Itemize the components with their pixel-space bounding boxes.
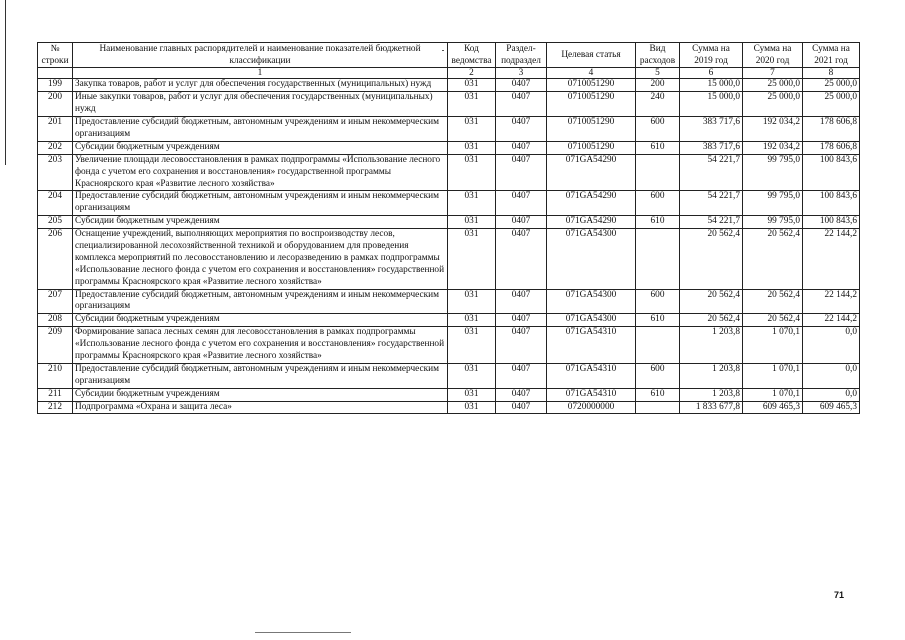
row-kind-code xyxy=(636,401,680,414)
row-section-code: 0407 xyxy=(496,154,547,191)
footer-rule xyxy=(255,632,351,633)
row-dept-code: 031 xyxy=(448,191,496,216)
row-name: Закупка товаров, работ и услуг для обеспечения государственных (муниципальных) нужд xyxy=(73,79,448,92)
row-sum-2020: 99 795,0 xyxy=(743,191,803,216)
row-sum-2020: 99 795,0 xyxy=(743,216,803,229)
row-target-code: 071GA54290 xyxy=(547,154,636,191)
row-sum-2019: 54 221,7 xyxy=(680,154,743,191)
row-sum-2021: 100 843,6 xyxy=(803,216,860,229)
row-sum-2020: 25 000,0 xyxy=(743,92,803,117)
row-sum-2021: 0,0 xyxy=(803,388,860,401)
table-row xyxy=(38,79,860,92)
row-sum-2019: 54 221,7 xyxy=(680,216,743,229)
row-sum-2021: 0,0 xyxy=(803,363,860,388)
table-row xyxy=(38,363,860,388)
row-section-code: 0407 xyxy=(496,388,547,401)
row-section-code: 0407 xyxy=(496,327,547,364)
row-dept-code: 031 xyxy=(448,327,496,364)
row-sum-2019: 20 562,4 xyxy=(680,314,743,327)
col-number: 1 xyxy=(73,68,448,79)
row-number: 207 xyxy=(38,289,73,314)
row-section-code: 0407 xyxy=(496,191,547,216)
row-name: Субсидии бюджетным учреждениям xyxy=(73,141,448,154)
row-sum-2020: 20 562,4 xyxy=(743,289,803,314)
row-sum-2021: 22 144,2 xyxy=(803,289,860,314)
row-sum-2020: 25 000,0 xyxy=(743,79,803,92)
row-target-code: 071GA54300 xyxy=(547,314,636,327)
row-kind-code: 600 xyxy=(636,289,680,314)
table-row xyxy=(38,289,860,314)
page-number: 71 xyxy=(834,590,845,600)
table-body xyxy=(38,79,860,414)
col-header-2019: Сумма на 2019 год xyxy=(680,43,743,68)
row-target-code: 0710051290 xyxy=(547,117,636,142)
row-section-code: 0407 xyxy=(496,401,547,414)
column-number-row xyxy=(38,68,860,79)
table-row xyxy=(38,154,860,191)
row-sum-2019: 15 000,0 xyxy=(680,92,743,117)
col-header-dept: Код ведомства xyxy=(448,43,496,68)
row-sum-2021: 178 606,8 xyxy=(803,141,860,154)
row-sum-2021: 0,0 xyxy=(803,327,860,364)
row-target-code: 071GA54300 xyxy=(547,229,636,289)
table-row xyxy=(38,191,860,216)
row-kind-code xyxy=(636,229,680,289)
table-row xyxy=(38,141,860,154)
row-number: 209 xyxy=(38,327,73,364)
row-sum-2019: 54 221,7 xyxy=(680,191,743,216)
row-sum-2019: 1 833 677,8 xyxy=(680,401,743,414)
table-row xyxy=(38,117,860,142)
row-number: 203 xyxy=(38,154,73,191)
row-number: 205 xyxy=(38,216,73,229)
col-header-target: Целевая статья xyxy=(547,43,636,68)
table-row xyxy=(38,216,860,229)
row-section-code: 0407 xyxy=(496,141,547,154)
row-sum-2019: 20 562,4 xyxy=(680,289,743,314)
row-sum-2020: 192 034,2 xyxy=(743,117,803,142)
row-sum-2021: 100 843,6 xyxy=(803,154,860,191)
row-sum-2020: 99 795,0 xyxy=(743,154,803,191)
col-header-2020: Сумма на 2020 год xyxy=(743,43,803,68)
row-kind-code: 610 xyxy=(636,216,680,229)
col-header-name: Наименование главных распорядителей и наименование показателей бюджетной классификации xyxy=(73,43,448,68)
row-target-code: 0720000000 xyxy=(547,401,636,414)
row-kind-code: 610 xyxy=(636,141,680,154)
row-target-code: 0710051290 xyxy=(547,79,636,92)
table-row xyxy=(38,314,860,327)
left-margin-rule xyxy=(5,0,6,165)
row-sum-2019: 15 000,0 xyxy=(680,79,743,92)
row-sum-2021: 25 000,0 xyxy=(803,79,860,92)
col-number: 5 xyxy=(636,68,680,79)
table-row xyxy=(38,327,860,364)
col-header-2021: Сумма на 2021 год xyxy=(803,43,860,68)
row-section-code: 0407 xyxy=(496,289,547,314)
row-dept-code: 031 xyxy=(448,79,496,92)
col-number: 8 xyxy=(803,68,860,79)
row-kind-code: 610 xyxy=(636,388,680,401)
row-dept-code: 031 xyxy=(448,154,496,191)
row-section-code: 0407 xyxy=(496,363,547,388)
row-sum-2020: 1 070,1 xyxy=(743,327,803,364)
row-number: 201 xyxy=(38,117,73,142)
row-section-code: 0407 xyxy=(496,79,547,92)
row-kind-code: 610 xyxy=(636,314,680,327)
row-number: 204 xyxy=(38,191,73,216)
row-number: 208 xyxy=(38,314,73,327)
row-target-code: 0710051290 xyxy=(547,92,636,117)
table-row xyxy=(38,92,860,117)
row-sum-2019: 1 203,8 xyxy=(680,388,743,401)
row-name: Предоставление субсидий бюджетным, автономным учреждениям и иным некоммерческим организациям xyxy=(73,363,448,388)
row-section-code: 0407 xyxy=(496,92,547,117)
row-number: 211 xyxy=(38,388,73,401)
row-section-code: 0407 xyxy=(496,216,547,229)
row-name: Увеличение площади лесовосстановления в рамках подпрограммы «Использование лесного фонда с учетом его сохранения и восстановления» государственной программы Красноярского края «Развитие лесного хозяйства» xyxy=(73,154,448,191)
table-row xyxy=(38,229,860,289)
row-number: 200 xyxy=(38,92,73,117)
row-target-code: 0710051290 xyxy=(547,141,636,154)
row-name: Предоставление субсидий бюджетным, автономным учреждениям и иным некоммерческим организациям xyxy=(73,289,448,314)
row-dept-code: 031 xyxy=(448,289,496,314)
row-target-code: 071GA54290 xyxy=(547,216,636,229)
row-name: Оснащение учреждений, выполняющих мероприятия по воспроизводству лесов, специализированной лесохозяйственной техникой и оборудованием для проведения комплекса мероприятий по лесовосстановлению и лесоразведению в рамках подпрограммы «Использование лесного фонда с учетом его сохранения и восстановления» государственной программы Красноярского края «Развитие лесного хозяйства» xyxy=(73,229,448,289)
row-sum-2019: 383 717,6 xyxy=(680,141,743,154)
row-section-code: 0407 xyxy=(496,117,547,142)
row-dept-code: 031 xyxy=(448,216,496,229)
row-sum-2019: 20 562,4 xyxy=(680,229,743,289)
row-sum-2020: 20 562,4 xyxy=(743,229,803,289)
col-number: 2 xyxy=(448,68,496,79)
row-sum-2021: 100 843,6 xyxy=(803,191,860,216)
row-target-code: 071GA54300 xyxy=(547,289,636,314)
col-header-kind: Вид расходов xyxy=(636,43,680,68)
row-target-code: 071GA54290 xyxy=(547,191,636,216)
col-header-section: Раздел- подраздел xyxy=(496,43,547,68)
row-kind-code: 600 xyxy=(636,363,680,388)
row-kind-code: 600 xyxy=(636,117,680,142)
row-dept-code: 031 xyxy=(448,117,496,142)
row-name: Иные закупки товаров, работ и услуг для обеспечения государственных (муниципальных) нужд xyxy=(73,92,448,117)
row-number: 202 xyxy=(38,141,73,154)
row-section-code: 0407 xyxy=(496,314,547,327)
row-dept-code: 031 xyxy=(448,363,496,388)
row-section-code: 0407 xyxy=(496,229,547,289)
row-sum-2021: 22 144,2 xyxy=(803,314,860,327)
row-sum-2020: 1 070,1 xyxy=(743,363,803,388)
row-sum-2021: 178 606,8 xyxy=(803,117,860,142)
row-name: Подпрограмма «Охрана и защита леса» xyxy=(73,401,448,414)
row-sum-2019: 383 717,6 xyxy=(680,117,743,142)
row-sum-2021: 22 144,2 xyxy=(803,229,860,289)
row-sum-2021: 609 465,3 xyxy=(803,401,860,414)
row-sum-2019: 1 203,8 xyxy=(680,327,743,364)
row-name: Субсидии бюджетным учреждениям xyxy=(73,388,448,401)
header-row xyxy=(38,43,860,68)
row-name: Субсидии бюджетным учреждениям xyxy=(73,216,448,229)
col-number-blank xyxy=(38,68,73,79)
budget-table xyxy=(37,42,860,414)
row-target-code: 071GA54310 xyxy=(547,388,636,401)
row-number: 210 xyxy=(38,363,73,388)
col-number: 4 xyxy=(547,68,636,79)
row-sum-2020: 192 034,2 xyxy=(743,141,803,154)
col-number: 7 xyxy=(743,68,803,79)
row-number: 212 xyxy=(38,401,73,414)
row-dept-code: 031 xyxy=(448,401,496,414)
row-dept-code: 031 xyxy=(448,388,496,401)
row-kind-code: 200 xyxy=(636,79,680,92)
row-name: Формирование запаса лесных семян для лесовосстановления в рамках подпрограммы «Использование лесного фонда с учетом его сохранения и восстановления» государственной программы Красноярского края «Развитие лесного хозяйства» xyxy=(73,327,448,364)
row-sum-2020: 1 070,1 xyxy=(743,388,803,401)
row-kind-code: 240 xyxy=(636,92,680,117)
row-dept-code: 031 xyxy=(448,141,496,154)
row-number: 199 xyxy=(38,79,73,92)
row-sum-2019: 1 203,8 xyxy=(680,363,743,388)
row-target-code: 071GA54310 xyxy=(547,363,636,388)
row-dept-code: 031 xyxy=(448,229,496,289)
row-kind-code: 600 xyxy=(636,191,680,216)
row-name: Предоставление субсидий бюджетным, автономным учреждениям и иным некоммерческим организациям xyxy=(73,117,448,142)
col-number: 6 xyxy=(680,68,743,79)
row-name: Предоставление субсидий бюджетным, автономным учреждениям и иным некоммерческим организациям xyxy=(73,191,448,216)
row-kind-code xyxy=(636,154,680,191)
row-sum-2020: 609 465,3 xyxy=(743,401,803,414)
table-row xyxy=(38,401,860,414)
row-sum-2021: 25 000,0 xyxy=(803,92,860,117)
row-number: 206 xyxy=(38,229,73,289)
col-header-num: № строки xyxy=(38,43,73,68)
row-sum-2020: 20 562,4 xyxy=(743,314,803,327)
row-dept-code: 031 xyxy=(448,314,496,327)
row-kind-code xyxy=(636,327,680,364)
table-row xyxy=(38,388,860,401)
row-dept-code: 031 xyxy=(448,92,496,117)
col-number: 3 xyxy=(496,68,547,79)
row-name: Субсидии бюджетным учреждениям xyxy=(73,314,448,327)
row-target-code: 071GA54310 xyxy=(547,327,636,364)
